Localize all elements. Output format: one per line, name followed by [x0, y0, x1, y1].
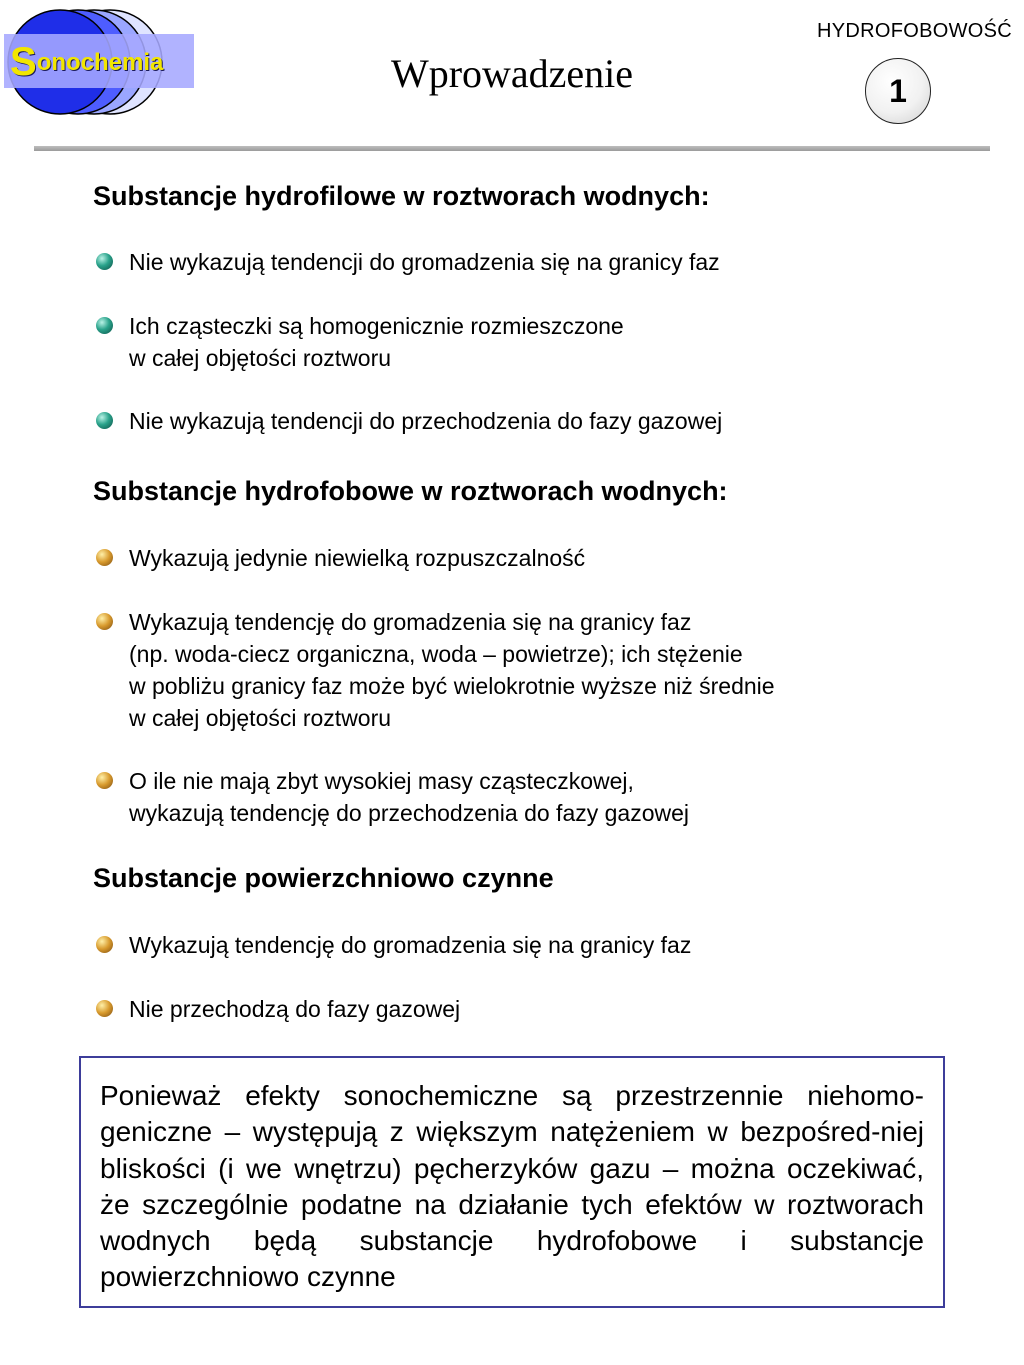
section-heading-hydrophilic: Substancje hydrofilowe w roztworach wodnych:: [93, 181, 710, 211]
section-heading-surfactants: Substancje powierzchniowo czynne: [93, 863, 554, 893]
bullet-text: Nie wykazują tendencji do gromadzenia się na granicy faz: [129, 249, 720, 275]
section-heading-hydrophobic: Substancje hydrofobowe w roztworach wodnych:: [93, 476, 728, 506]
list-item: [96, 246, 720, 278]
logo-first-letter: S: [10, 40, 37, 84]
list-item: [96, 405, 722, 437]
header-divider: [34, 146, 990, 151]
list-item: [96, 993, 460, 1025]
bullet-icon: [96, 772, 113, 789]
bullet-text: Wykazują jedynie niewielką rozpuszczalność: [129, 545, 586, 571]
bullet-text: w pobliżu granicy faz może być wielokrotnie wyższe niż średnie: [129, 673, 775, 699]
bullet-icon: [96, 549, 113, 566]
topic-label: HYDROFOBOWOŚĆ: [816, 20, 1012, 42]
bullet-icon: [96, 936, 113, 953]
list-item: [96, 929, 691, 961]
bullet-text: Nie wykazują tendencji do przechodzenia do fazy gazowej: [129, 408, 723, 434]
summary-note-box: Ponieważ efekty sonochemiczne są przestrzennie niehomo-geniczne – występują z większym natężeniem w bezpośred-niej bliskości (i we wnętrzu) pęcherzyków gazu – można oczekiwać, że szczególnie podatne na działanie tych efektów w roztworach wodnych będą substancje hydrofobowe i substancje powierzchniowo czynne: [79, 1056, 945, 1308]
bullet-text: w całej objętości roztworu: [129, 345, 392, 371]
bullet-icon: [96, 317, 113, 334]
list-item: [96, 606, 775, 734]
bullet-icon: [96, 613, 113, 630]
bullet-text: w całej objętości roztworu: [129, 705, 392, 731]
bullet-text: Ich cząsteczki są homogenicznie rozmieszczone: [129, 313, 624, 339]
bullet-icon: [96, 412, 113, 429]
list-item: [96, 542, 585, 574]
page-title: Wprowadzenie: [390, 51, 634, 96]
list-item: [96, 765, 689, 829]
slide-number-badge: 1: [865, 58, 931, 124]
list-item: [96, 310, 624, 374]
bullet-text: Nie przechodzą do fazy gazowej: [129, 996, 461, 1022]
bullet-icon: [96, 253, 113, 270]
bullet-text: Wykazują tendencję do gromadzenia się na granicy faz: [129, 609, 692, 635]
bullet-text: wykazują tendencję do przechodzenia do fazy gazowej: [129, 800, 690, 826]
bullet-text: O ile nie mają zbyt wysokiej masy cząsteczkowej,: [129, 768, 634, 794]
bullet-text: Wykazują tendencję do gromadzenia się na granicy faz: [129, 932, 692, 958]
logo-rest: onochemia: [36, 49, 164, 76]
bullet-icon: [96, 1000, 113, 1017]
bullet-text: (np. woda-ciecz organiczna, woda – powietrze); ich stężenie: [129, 641, 743, 667]
